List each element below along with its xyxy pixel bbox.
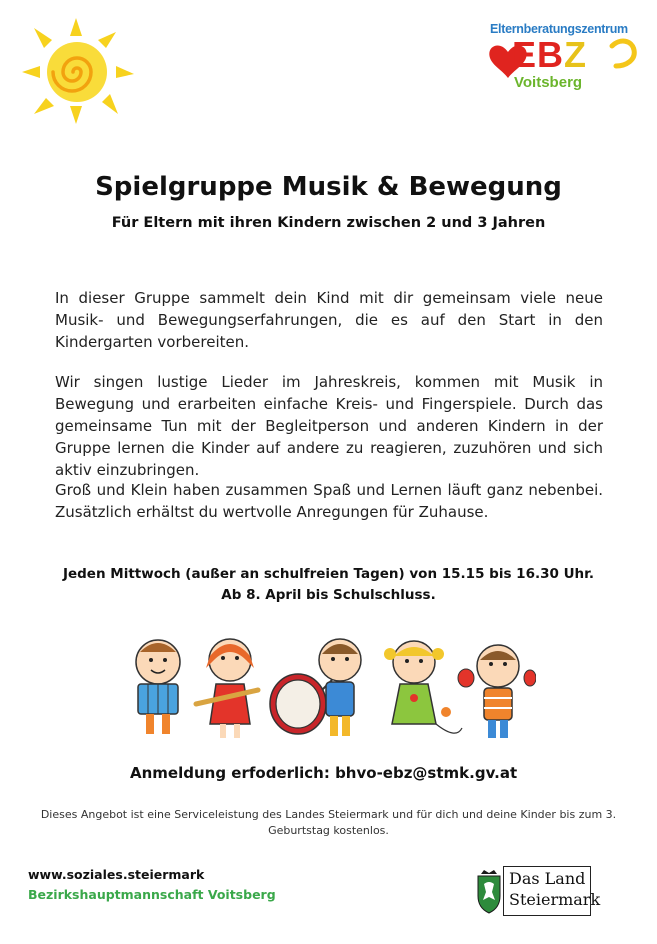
page-title: Spielgruppe Musik & Bewegung (95, 172, 562, 202)
state-logo-line1: Das Land (509, 869, 586, 888)
schedule-day-time: Jeden Mittwoch (außer an schulfreien Tagen) von 15.15 bis 16.30 Uhr. (62, 566, 595, 582)
service-note: Dieses Angebot ist eine Serviceleistung des Landes Steiermark und für dich und deine Kinder bis zum 3. Geburtstag kostenlos. (40, 808, 617, 837)
sun-icon (18, 14, 140, 126)
ebz-logo-letters: EBZ (512, 34, 588, 75)
page-subtitle: Für Eltern mit ihren Kindern zwischen 2 und 3 Jahren (111, 215, 546, 231)
intro-paragraph: In dieser Gruppe sammelt dein Kind mit dir gemeinsam viele neue Musik- und Bewegungserfahrungen, die es auf den Start in den Kindergarten vorbereiten. (55, 289, 603, 351)
state-logo-line2: Steiermark (509, 890, 601, 909)
authority-name: Bezirkshauptmannschaft Voitsberg (28, 887, 276, 902)
kid-accordion-icon (136, 640, 180, 734)
schedule-period: Ab 8. April bis Schulschluss. (221, 587, 436, 603)
registration-contact: Anmeldung erfoderlich: bhvo-ebz@stmk.gv.at (130, 764, 518, 782)
activities-paragraph: Wir singen lustige Lieder im Jahreskreis, kommen mit Musik in Bewegung und erarbeiten einfache Kreis- und Fingerspiele. Durch das gemeinsame Tun mit der Begleitperson und anderen Kindern in der Gruppe lernen die Kinder auf andere zu reagieren, zuzuhören und sich aktiv einzubringen. (55, 373, 603, 479)
children-instruments-illustration (126, 632, 536, 744)
ebz-logo-line3: Voitsberg (514, 74, 583, 91)
kid-drummer-icon (319, 639, 361, 736)
coat-of-arms-icon (476, 870, 502, 914)
ebz-logo-line1: Elternberatungszentrum (490, 22, 628, 36)
kid-maracas-icon (458, 645, 536, 738)
drum-icon (270, 674, 332, 734)
kid-rattle-icon (384, 641, 462, 733)
land-steiermark-logo (476, 866, 601, 918)
website-link[interactable]: www.soziales.steiermark (28, 867, 205, 882)
kid-flute-icon (196, 639, 258, 738)
ebz-logo (484, 20, 644, 94)
benefits-paragraph: Groß und Klein haben zusammen Spaß und Lernen läuft ganz nebenbei. Zusätzlich erhältst du wertvolle Anregungen für Zuhause. (55, 481, 603, 521)
